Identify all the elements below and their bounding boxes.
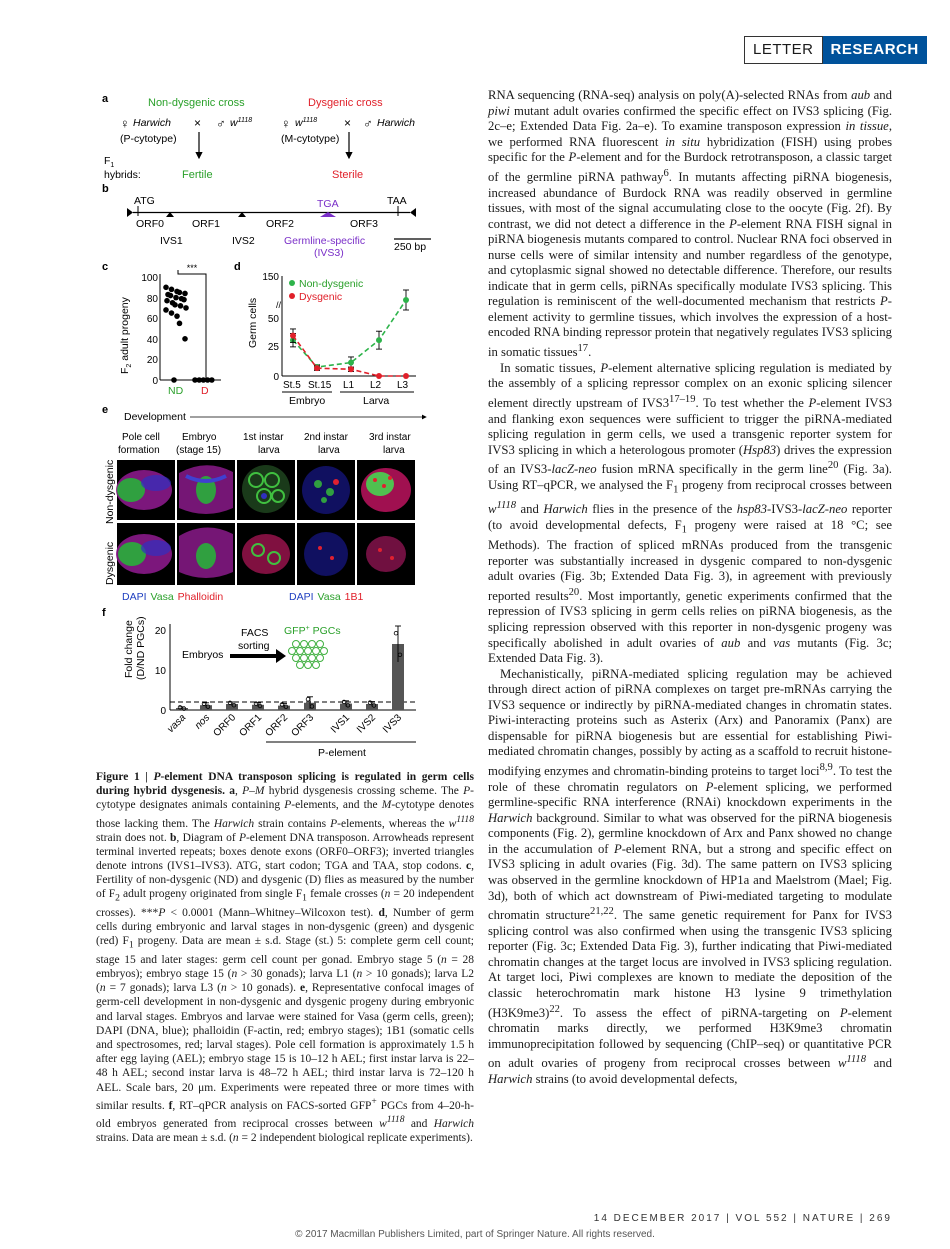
panel-c-points <box>163 285 214 383</box>
gfp-cells-icon <box>289 641 328 669</box>
f-ylabel-1: Fold change <box>123 620 135 678</box>
exon-orf0: ORF0 <box>136 218 165 230</box>
w1118-label-2: $w^{1118}$ <box>295 117 318 129</box>
data-point-dysgenic <box>348 366 354 372</box>
figure-1 <box>96 88 476 758</box>
nd-progeny-point <box>177 321 183 327</box>
male-symbol-icon: ♂ <box>216 116 226 131</box>
journal-header <box>744 36 927 64</box>
data-point-nondysgenic <box>376 337 382 343</box>
nd-progeny-point <box>169 287 175 293</box>
micrograph-row-dysgenic <box>116 523 415 585</box>
data-point-dysgenic <box>376 373 382 379</box>
body-text <box>488 88 892 1088</box>
d-xtick: L3 <box>397 380 409 391</box>
data-point-dysgenic <box>403 373 409 379</box>
female-symbol-icon: ♀ <box>120 116 130 131</box>
f-xtick-label: vasa <box>165 712 189 736</box>
f-xtick-label: nos <box>192 712 213 732</box>
e-col-1a: Pole cell <box>122 432 160 443</box>
footer-copyright: © 2017 Macmillan Publishers Limited, part of Springer Nature. All rights reserved. <box>295 1229 655 1240</box>
nd-progeny-point <box>181 297 187 303</box>
cross-symbol-2: × <box>344 116 352 130</box>
fertile-label: Fertile <box>182 169 213 181</box>
nd-progeny-point <box>164 298 170 304</box>
nd-progeny-point <box>171 377 177 383</box>
e-col-2b: (stage 15) <box>176 445 222 456</box>
e-col-3a: 1st instar <box>243 432 284 443</box>
header-research-tag: RESEARCH <box>823 36 927 64</box>
panel-f-bars <box>165 626 404 739</box>
header-letter-tag: LETTER <box>744 36 823 64</box>
p-cytotype-label: (P-cytotype) <box>120 133 177 145</box>
micrograph-row-nondysgenic <box>116 460 415 520</box>
larva-group-label: Larva <box>363 395 390 407</box>
c-ytick: 60 <box>146 314 158 325</box>
f-xtick-label: IVS1 <box>329 712 353 736</box>
paragraph: In somatic tissues, P-element alternative splicing regulation is mediated by the assembly of a splicing repressor complex on an exonic splicing silencer element directly upstream of IVS3$^{17-19}$. To test whether the P-element IVS3 and flanking exon sequences were sufficient to trigger the piRNA-mediated splicing regulation in germ cells, we used a transgenic reporter system for IVS3 splicing in which a heterologous promoter (Hsp83) drives the expression of an IVS3-lacZ-neo fusion mRNA specifically in the germ line$^{20}$ (Fig. 3a). Using RT–qPCR, we analysed the $F_1$ progeny from reciprocal crosses between $w^{1118}$ and Harwich flies in the presence of the hsp83-IVS3-lacZ-neo reporter (to avoid developmental defects, $F_1$ progeny were raised at 18 °C; see Methods). The fraction of spliced mRNAs produced from the transgenic reporter was substantially increased in dysgenic compared to non-dysgenic adult ovaries (Fig. 3b; Extended Data Fig. 3), in agreement with previously reported results$^{20}$. Most importantly, genetic experiments confirmed that the repression of IVS3 splicing in germ cells relies on piRNA biogenesis, as the splicing repression observed with this reporter in non-dysgenic progeny was specifically abolished in adult ovaries of aub and vas mutants (Fig. 3c; Extended Data Fig. 3). <box>488 360 893 666</box>
panel-d-plot <box>290 290 409 379</box>
nd-progeny-point <box>169 310 175 316</box>
legend-marker-nd <box>289 280 295 286</box>
harwich-label-2: Harwich <box>377 117 415 129</box>
replicate-point <box>394 631 398 635</box>
d-ytick: 150 <box>262 272 279 283</box>
legend-marker-d <box>289 293 295 299</box>
exon-orf1: ORF1 <box>192 218 221 230</box>
d-xtick: St.15 <box>308 380 332 391</box>
panel-a-label: a <box>102 93 109 105</box>
ivs3-label: (IVS3) <box>314 247 344 259</box>
d-xtick: L2 <box>370 380 382 391</box>
f-ylabel-2: (D/ND PGCs) <box>135 616 147 680</box>
e-col-4a: 2nd instar <box>304 432 348 443</box>
nd-progeny-point <box>178 303 184 309</box>
cross-symbol-1: × <box>194 116 202 130</box>
p-element-label: P-element <box>318 747 366 758</box>
panel-c <box>102 261 221 397</box>
paragraph: Mechanistically, piRNA-mediated splicing regulation may be achieved through direct action of piRNA complexes on target pre-mRNAs carrying the IVS3 sequence or indirectly by piRNA-mediated changes in chromatin states. Piwi-interacting proteins such as Asterix (Arx) and Panoramix (Panx) are dispensable for piRNA biogenesis but are essential for establishing Piwi-mediated chromatin changes, possibly by acting as a scaffold to recruit histone-modifying enzymes and chromatin-binding proteins to target loci$^{8,9}$. To test the role of these chromatin regulators on P-element splicing, we performed germline-specific RNA interference (RNAi) knockdown experiments in the Harwich background. Similar to what was observed for the piRNA biogenesis components (Fig. 2), germline knockdown of Arx and Panx showed no change in the accumulation of P-element RNA, but a strong and specific effect on IVS3 splicing in adult ovaries (Fig. 3d). The same pattern on IVS3 splicing was observed in the germline knockdown of HP1a and Maelstrom (Mael; Fig. 3d), both of which act downstream of Piwi-mediated targeting to modulate chromatin structure$^{21,22}$. The same genetic requirement for Panx for IVS3 splicing control was also confirmed when using the transgenic IVS3 splicing reporter (Fig. 3c; Extended Data Fig. 3), further indicating that Piwi-mediated chromatin changes at the target locus are involved in IVS3 splicing regulation. At target loci, Piwi complexes are known to mediate the deposition of the classic heterochromatin mark histone H3 lysine 9 trimethylation $(H3K9me3)^{22}$. To assess the effect of piRNA-targeting on P-element chromatin marks directly, we performed H3K9me3 chromatin immunoprecipitation followed by sequencing (ChIP–seq) or quantitative PCR on adult ovaries of progeny from reciprocal crosses between $w^{1118}$ and Harwich strains (to avoid developmental defects, <box>488 666 892 1087</box>
caption-text: Figure 1 | P-element DNA transposon splicing is regulated in germ cells during hybrid dysgenesis. a, P–M hybrid dysgenesis crossing scheme. The P-cytotype designates animals containing P-elements, and the M-cytotype denotes those lacking them. The Harwich strain contains P-elements, whereas the $w^{1118}$ strain does not. b, Diagram of P-element DNA transposon. Arrowheads represent terminal inverted repeats; boxes denote exons (ORF0–ORF3); inverted triangles denote introns (IVS1–IVS3). ATG, start codon; TGA and TAA, stop codons. c, Fertility of non-dysgenic (ND) and dysgenic (D) flies as measured by the number of $F_2$ adult progeny originated from single $F_1$ female crosses (n = 20 independent crosses). ***P < 0.0001 (Mann–Whitney–Wilcoxon test). d, Number of germ cells during embryonic and larval stages in non-dysgenic (green) and dysgenic (red) $F_1$ progeny. Data are mean ± s.d. Stage (st.) 5: complete germ cell count; stage 15 and later stages: germ cell count per gonad. Embryo stage 5 (n = 28 embryos); embryo stage 15 (n > 30 gonads); larva L1 (n > 10 gonads); larva L2 (n = 7 gonads); larva L3 (n > 10 gonads). e, Representative confocal images of germ-cell development in non-dysgenic and dysgenic progeny during embryonic and larval stages. Embryos and larvae were stained for Vasa (germ cells, green); DAPI (DNA, blue); phalloidin (F-actin, red; embryo stages); 1B1 (somatic cells and spectrosomes, red; larval stages). Pole cell formation is approximately 1.5 h after egg laying (AEL); embryo stage 15 is 10–12 h AEL; first instar larva is 22–48 h AEL; second instar larva is 48–72 h AEL; third instar larva is 72–120 h AEL. Scale bars, 20 μm. Experiments were repeated three or more times with similar results. f, RT–qPCR analysis on FACS-sorted GFP+ PGCs from 4–20-h-old embryos generated from reciprocal crosses between $w^{1118}$ and Harwich strains. Data are mean ± s.d. (n = 2 independent biological replicate experiments). <box>96 771 475 1144</box>
panel-c-label: c <box>102 261 109 273</box>
f-xtick-label: ORF2 <box>263 712 291 739</box>
stain-legend-1: DAPI Vasa Phalloidin <box>122 591 224 603</box>
e-col-2a: Embryo <box>182 432 217 443</box>
w1118-label-1: $w^{1118}$ <box>230 117 253 129</box>
d-ytick: 0 <box>273 372 279 383</box>
atg-label: ATG <box>134 195 155 207</box>
c-xlabel-nd: ND <box>168 385 184 397</box>
c-ytick: 80 <box>146 294 158 305</box>
embryo-group-label: Embryo <box>289 395 326 407</box>
panel-c-ylabel: $F_2$ adult progeny <box>119 297 133 374</box>
replicate-point <box>306 697 310 701</box>
scale-bar-label: 250 bp <box>394 241 427 253</box>
e-col-3b: larva <box>258 445 280 456</box>
d-xtick: St.5 <box>283 380 301 391</box>
nd-progeny-point <box>174 313 180 319</box>
embryos-label: Embryos <box>182 649 224 661</box>
d-ytick: 50 <box>267 314 279 325</box>
gfp-pgcs-label: GFP+ PGCs <box>284 625 341 637</box>
c-ytick: 0 <box>152 376 158 387</box>
f-xtick-label: ORF0 <box>211 712 239 739</box>
data-point-dysgenic <box>314 365 320 371</box>
facs-label-1: FACS <box>241 627 269 639</box>
panel-d <box>234 261 416 407</box>
tga-label: TGA <box>317 198 339 210</box>
panel-b <box>102 183 431 259</box>
f-xtick-label: IVS3 <box>381 712 405 736</box>
f-ytick: 10 <box>154 666 166 677</box>
f-xtick-label: ORF3 <box>289 712 317 739</box>
development-label: Development <box>124 411 186 423</box>
dysgenic-cross-title: Dysgenic cross <box>308 97 383 109</box>
row-label-nondysgenic: Non-dysgenic <box>104 459 116 524</box>
c-ytick: 40 <box>146 335 158 346</box>
panel-b-label: b <box>102 183 109 195</box>
f-xtick-label: ORF1 <box>237 712 265 739</box>
nd-progeny-point <box>183 305 189 311</box>
panel-d-ylabel: Germ cells <box>247 297 259 348</box>
f-ytick: 0 <box>160 706 166 717</box>
stain-legend-2: DAPI Vasa 1B1 <box>289 591 364 603</box>
sterile-label: Sterile <box>332 169 364 181</box>
d-ytick: 25 <box>267 342 279 353</box>
row-label-dysgenic: Dysgenic <box>104 541 116 585</box>
data-point-nondysgenic <box>403 297 409 303</box>
d-progeny-point <box>209 377 215 383</box>
figure-caption <box>96 770 474 1145</box>
terminal-repeat-right-icon <box>410 208 416 217</box>
c-ytick: 20 <box>146 355 158 366</box>
panel-f <box>102 607 416 758</box>
panel-d-label: d <box>234 261 241 273</box>
data-point-nondysgenic <box>348 360 354 366</box>
germline-specific-label: Germline-specific <box>284 235 366 247</box>
panel-a <box>102 93 415 181</box>
nondysgenic-cross-title: Non-dysgenic cross <box>148 97 245 109</box>
panel-e <box>102 404 426 603</box>
hybrids-label: hybrids: <box>104 169 141 181</box>
panel-e-label: e <box>102 404 109 416</box>
paragraph: RNA sequencing (RNA-seq) analysis on poly(A)-selected RNAs from aub and piwi mutant adult ovaries confirmed the specific effect on IVS3 splicing (Fig. 2c–e; Extended Data Fig. 2a–e). To examine transposon expression in tissue, we performed RNA fluorescent in situ hybridization (FISH) using probes specific for the P-element and for the Burdock retrotransposon, a classic target of the germline piRNA pathway$^6$. In mutants affecting piRNA biogenesis, increased abundance of Burdock RNA was readily observed in germline tissues, with most of the signal accumulating close to the oocyte (Fig. 2f). By contrast, we did not detect a difference in the P-element RNA FISH signal in piRNA biogenesis mutants compared to control. Nuclear RNA foci observed in nurse cells were of similar intensity and number regardless of the genotype, and cytoplasmic signal showed no detectable difference. Therefore, our results indicate that in germ cells, piRNAs specifically modulate IVS3 splicing. This regulation is reminiscent of the well-documented mechanism that restricts P-element activity to germline tissues, which involves the expression of a host-encoded RNA binding repressor protein that negatively regulates IVS3 splicing in somatic tissues$^{17}$. <box>488 88 893 360</box>
nd-progeny-point <box>163 285 169 291</box>
intron-ivs1: IVS1 <box>160 235 183 247</box>
exon-orf3: ORF3 <box>350 218 379 230</box>
f-xtick-label: IVS2 <box>355 712 379 736</box>
axis-break: // <box>276 300 282 310</box>
terminal-repeat-left-icon <box>127 208 133 217</box>
nd-progeny-point <box>163 307 169 313</box>
data-point-dysgenic <box>290 333 296 339</box>
nd-progeny-point <box>177 290 183 296</box>
figure-1-svg <box>96 88 476 758</box>
nd-progeny-point <box>182 336 188 342</box>
intron-ivs2: IVS2 <box>232 235 255 247</box>
harwich-label-1: Harwich <box>133 117 171 129</box>
male-symbol-icon-2: ♂ <box>363 116 373 131</box>
e-col-5b: larva <box>383 445 405 456</box>
f1-label: $F_1$ <box>104 155 115 169</box>
exon-orf2: ORF2 <box>266 218 295 230</box>
f-ytick: 20 <box>154 626 166 637</box>
e-col-5a: 3rd instar <box>369 432 411 443</box>
significance-stars: *** <box>186 263 198 273</box>
legend-dysgenic: Dysgenic <box>299 291 343 303</box>
facs-label-2: sorting <box>238 640 270 652</box>
panel-f-label: f <box>102 607 106 619</box>
nd-progeny-point <box>173 295 179 301</box>
female-symbol-icon-2: ♀ <box>281 116 291 131</box>
e-col-1b: formation <box>118 445 160 456</box>
nd-progeny-point <box>172 302 178 308</box>
c-xlabel-d: D <box>201 385 209 397</box>
nd-progeny-point <box>182 291 188 297</box>
d-xtick: L1 <box>343 380 355 391</box>
footer-journal-info: 14 DECEMBER 2017 | VOL 552 | NATURE | 269 <box>593 1213 892 1224</box>
nd-progeny-point <box>168 293 174 299</box>
c-ytick: 100 <box>141 273 158 284</box>
e-col-4b: larva <box>318 445 340 456</box>
m-cytotype-label: (M-cytotype) <box>281 133 340 145</box>
taa-label: TAA <box>387 195 407 207</box>
legend-nondysgenic: Non-dysgenic <box>299 278 364 290</box>
